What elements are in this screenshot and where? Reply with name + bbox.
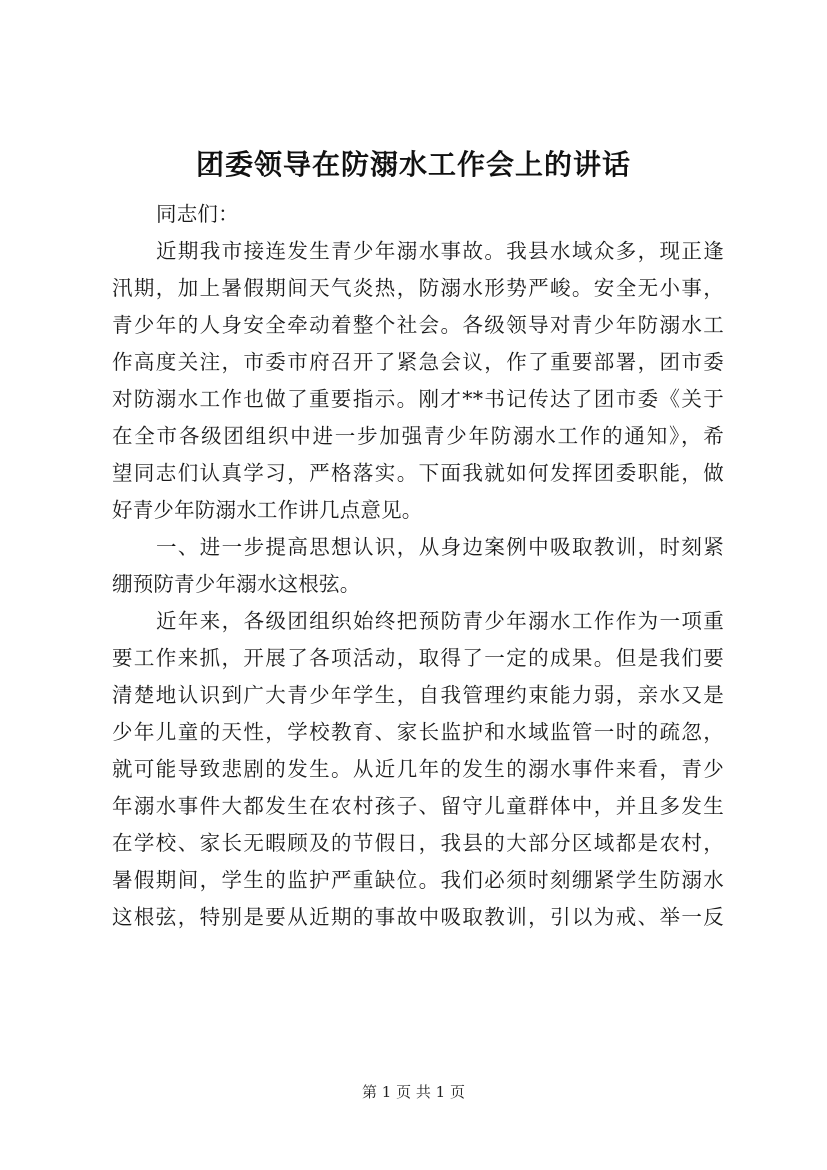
text-line: 少年儿童的天性，学校教育、家长监护和水域监管一时的疏忽， xyxy=(112,720,724,744)
text-line: 清楚地认识到广大青少年学生，自我管理约束能力弱，亲水又是 xyxy=(112,683,724,707)
text-line: 作高度关注，市委市府召开了紧急会议，作了重要部署，团市委 xyxy=(112,350,724,374)
text-line: 望同志们认真学习，严格落实。下面我就如何发挥团委职能，做 xyxy=(112,461,724,485)
text-line: 在全市各级团组织中进一步加强青少年防溺水工作的通知》，希 xyxy=(112,424,724,448)
document-title: 团委领导在防溺水工作会上的讲话 xyxy=(195,148,631,181)
page-footer: 第 1 页 共 1 页 xyxy=(362,1083,465,1101)
text-line: 要工作来抓，开展了各项活动，取得了一定的成果。但是我们要 xyxy=(112,646,724,670)
text-line: 对防溺水工作也做了重要指示。刚才**书记传达了团市委《关于 xyxy=(112,387,724,411)
text-line: 好青少年防溺水工作讲几点意见。 xyxy=(112,498,423,522)
text-line: 青少年的人身安全牵动着整个社会。各级领导对青少年防溺水工 xyxy=(112,313,724,337)
text-line: 暑假期间，学生的监护严重缺位。我们必须时刻绷紧学生防溺水 xyxy=(112,868,724,892)
text-line: 这根弦，特别是要从近期的事故中吸取教训，引以为戒、举一反 xyxy=(112,905,724,929)
text-line: 就可能导致悲剧的发生。从近几年的发生的溺水事件来看，青少 xyxy=(112,757,724,781)
text-line: 在学校、家长无暇顾及的节假日，我县的大部分区域都是农村， xyxy=(112,831,724,855)
text-line: 汛期，加上暑假期间天气炎热，防溺水形势严峻。安全无小事， xyxy=(112,276,724,300)
text-line: 绷预防青少年溺水这根弦。 xyxy=(112,572,361,596)
document-body xyxy=(112,196,724,936)
text-line: 年溺水事件大都发生在农村孩子、留守儿童群体中，并且多发生 xyxy=(112,794,724,818)
text-line: 同志们： xyxy=(156,202,239,226)
text-line: 一、进一步提高思想认识，从身边案例中吸取教训，时刻紧 xyxy=(156,535,724,559)
text-line: 近期我市接连发生青少年溺水事故。我县水域众多，现正逢 xyxy=(156,239,724,263)
text-line: 近年来，各级团组织始终把预防青少年溺水工作作为一项重 xyxy=(156,609,724,633)
